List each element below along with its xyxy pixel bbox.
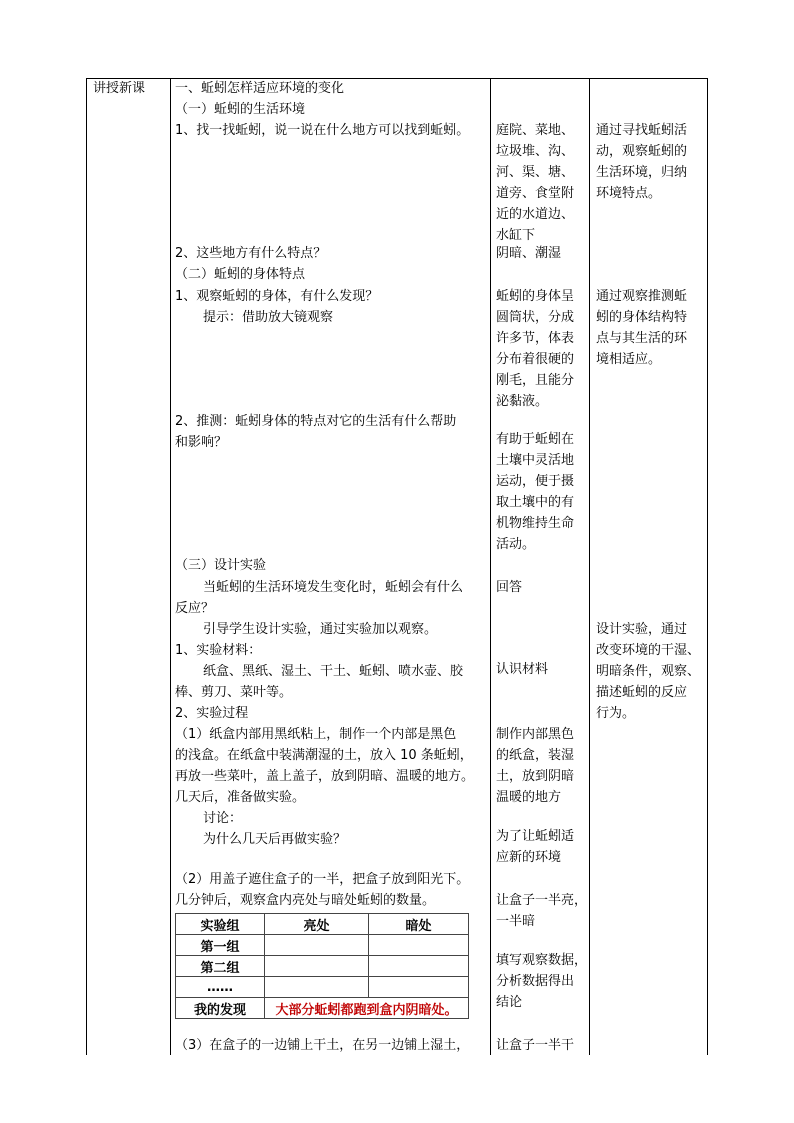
- answer-line: 水缸下: [496, 228, 536, 243]
- student-answer: 回答: [496, 580, 523, 595]
- student-answer: [496, 890, 588, 932]
- table-row: [176, 935, 469, 956]
- procedure-step: （1）纸盒内部用黑纸粘上，制作一个内部是黑色: [175, 727, 457, 742]
- header-cell: 亮处: [265, 914, 369, 935]
- answer-line: 近的水道边、: [496, 207, 575, 222]
- intent-line: 境相适应。: [596, 352, 662, 367]
- table-border-right: [707, 78, 708, 1055]
- table-header-row: [176, 914, 469, 935]
- header-cell: 暗处: [369, 914, 469, 935]
- design-intent: [596, 120, 706, 204]
- table-row: [176, 977, 469, 998]
- finding-row: [176, 998, 469, 1019]
- intent-line: 动，观察蚯蚓的: [596, 144, 688, 159]
- student-answer: [496, 950, 588, 1013]
- answer-line: 蚯蚓的身体呈: [496, 289, 575, 304]
- procedure-step: 再放一些菜叶，盖上盖子，放到阴暗、温暖的地方。: [175, 769, 475, 784]
- question-text: 1、观察蚯蚓的身体，有什么发现？: [175, 289, 379, 304]
- student-answer: [496, 826, 588, 868]
- student-answer: [496, 429, 588, 555]
- answer-line: 应新的环境: [496, 850, 562, 865]
- subsection-heading: （三）设计实验: [175, 558, 267, 573]
- answer-line: 分析数据得出: [496, 974, 575, 989]
- data-cell: [265, 977, 369, 998]
- data-cell: [265, 935, 369, 956]
- procedure-step: 几分钟后，观察盒内亮处与暗处蚯蚓的数量。: [175, 893, 436, 908]
- discussion-question: 为什么几天后再做实验？: [203, 832, 347, 847]
- answer-line: 制作内部黑色: [496, 727, 575, 742]
- answer-line: 为了让蚯蚓适: [496, 829, 575, 844]
- answer-line: 泌黏液。: [496, 394, 549, 409]
- question-text: 2、推测：蚯蚓身体的特点对它的生活有什么帮助: [175, 414, 457, 429]
- design-intent: [596, 286, 706, 370]
- question-text: 2、这些地方有什么特点？: [175, 246, 327, 261]
- student-answer: [496, 286, 588, 412]
- student-answer: 阴暗、潮湿: [496, 246, 562, 261]
- intent-line: 生活环境，归纳: [596, 165, 688, 180]
- header-cell: 实验组: [176, 914, 265, 935]
- data-cell: [369, 935, 469, 956]
- answer-line: 填写观察数据，: [496, 953, 588, 968]
- answer-line: 圆筒状，分成: [496, 310, 575, 325]
- observation-table: [175, 913, 469, 1019]
- answer-line: 许多节，体表: [496, 331, 575, 346]
- finding-text: 大部分蚯蚓都跑到盒内阴暗处。: [265, 998, 469, 1019]
- group-cell: 第二组: [176, 956, 265, 977]
- procedure-title: 2、实验过程: [175, 706, 249, 721]
- answer-line: 的纸盒，装湿: [496, 748, 575, 763]
- paragraph-text: 当蚯蚓的生活环境发生变化时，蚯蚓会有什么: [203, 580, 464, 595]
- procedure-step: （3）在盒子的一边铺上干土，在另一边铺上湿土，: [175, 1038, 470, 1053]
- table-border-col2: [490, 78, 491, 1055]
- materials-text: 棒、剪刀、菜叶等。: [175, 685, 293, 700]
- table-border-col1: [170, 78, 171, 1055]
- answer-line: 垃圾堆、沟、: [496, 144, 575, 159]
- answer-line: 让盒子一半亮，: [496, 893, 588, 908]
- answer-line: 河、渠、塘、: [496, 165, 575, 180]
- table-row: [176, 956, 469, 977]
- answer-line: 活动。: [496, 537, 536, 552]
- paragraph-text: 引导学生设计实验，通过实验加以观察。: [203, 622, 438, 637]
- answer-line: 机物维持生命: [496, 516, 575, 531]
- intent-line: 明暗条件，观察、: [596, 664, 701, 679]
- answer-line: 刚毛，且能分: [496, 373, 575, 388]
- intent-line: 改变环境的干湿、: [596, 643, 701, 658]
- answer-line: 有助于蚯蚓在: [496, 432, 575, 447]
- question-text: 1、找一找蚯蚓，说一说在什么地方可以找到蚯蚓。: [175, 123, 470, 138]
- discussion-label: 讨论：: [203, 811, 243, 826]
- procedure-step: （2）用盖子遮住盒子的一半，把盒子放到阳光下。: [175, 872, 470, 887]
- design-intent: [596, 619, 706, 724]
- finding-label: 我的发现: [176, 998, 265, 1019]
- student-answer: [496, 120, 588, 246]
- subsection-heading: （一）蚯蚓的生活环境: [175, 102, 306, 117]
- data-cell: [265, 956, 369, 977]
- answer-line: 温暖的地方: [496, 790, 562, 805]
- intent-line: 描述蚯蚓的反应: [596, 685, 688, 700]
- group-cell: ……: [176, 977, 265, 998]
- answer-line: 土壤中灵活地: [496, 453, 575, 468]
- answer-line: 运动，便于摄: [496, 474, 575, 489]
- procedure-step: 几天后，准备做实验。: [175, 790, 306, 805]
- answer-line: 结论: [496, 995, 523, 1010]
- table-border-left: [86, 78, 87, 1055]
- data-cell: [369, 977, 469, 998]
- student-answer: 让盒子一半干: [496, 1038, 575, 1053]
- paragraph-text: 反应？: [175, 601, 215, 616]
- table-border-col3: [589, 78, 590, 1055]
- intent-line: 环境特点。: [596, 186, 662, 201]
- materials-title: 1、实验材料：: [175, 643, 262, 658]
- answer-line: 分布着很硬的: [496, 352, 575, 367]
- question-text: 和影响？: [175, 435, 228, 450]
- answer-line: 土，放到阴暗: [496, 769, 575, 784]
- section-heading: 一、蚯蚓怎样适应环境的变化: [175, 81, 345, 96]
- group-cell: 第一组: [176, 935, 265, 956]
- intent-line: 点与其生活的环: [596, 331, 688, 346]
- intent-line: 行为。: [596, 706, 636, 721]
- intent-line: 蚓的身体结构特: [596, 310, 688, 325]
- materials-text: 纸盒、黑纸、湿土、干土、蚯蚓、喷水壶、胶: [203, 664, 464, 679]
- intent-line: 通过观察推测蚯: [596, 289, 688, 304]
- subsection-heading: （二）蚯蚓的身体特点: [175, 267, 306, 282]
- answer-line: 取土壤中的有: [496, 495, 575, 510]
- row-label: 讲授新课: [93, 81, 146, 96]
- data-cell: [369, 956, 469, 977]
- answer-line: 一半暗: [496, 914, 536, 929]
- intent-line: 设计实验，通过: [596, 622, 688, 637]
- answer-line: 庭院、菜地、: [496, 123, 575, 138]
- intent-line: 通过寻找蚯蚓活: [596, 123, 688, 138]
- student-answer: [496, 724, 588, 808]
- answer-line: 道旁、食堂附: [496, 186, 575, 201]
- student-answer: 认识材料: [496, 662, 549, 677]
- procedure-step: 的浅盒。在纸盒中装满潮湿的土，放入 10 条蚯蚓，: [175, 748, 473, 763]
- hint-text: 提示：借助放大镜观察: [203, 310, 334, 325]
